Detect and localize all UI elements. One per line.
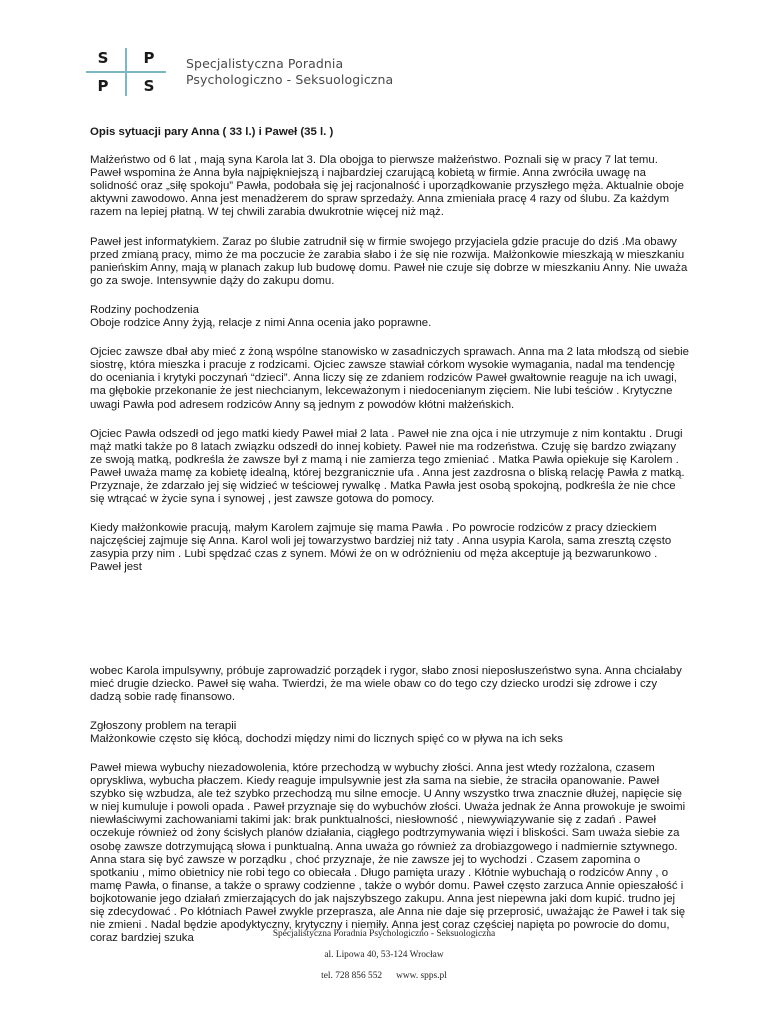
- paragraph: Kiedy małżonkowie pracują, małym Karolem zajmuje się mama Pawła . Po powrocie rodziców z pracy dzieckiem najczęściej zajmuje się Anna. Karol woli jej towarzystwo bardziej niż taty . Anna usypia Karola, sama zresztą często zasypia przy nim . Lubi spędzać czas z synem. Mówi że on w odróżnieniu od męża akceptuje ją bezwarunkowo . Paweł jest: [90, 522, 672, 574]
- paragraph: Małżeństwo od 6 lat , mają syna Karola lat 3. Dla obojga to pierwsze małżeństwo. Poznali się w pracy 7 lat temu. Paweł wspomina że Anna była najpiękniejszą i najbardziej czarującą kobietą w firmie. Anna zwróciła uwagę na solidność oraz „siłę spokoju” Pawła, podobała się jej racjonalność i uporządkowanie przyszłego męża. Aktualnie oboje aktywni zawodowo. Anna jest menadżerem do spraw sprzedaży. Anna zmieniała pracę 4 razy od ślubu. Za każdym razem na lepiej płatną. W tej chwili zarabia dwukrotnie więcej niż mąż.: [90, 154, 684, 219]
- organization-name-line-1: Specjalistyczna Poradnia: [186, 56, 344, 71]
- document-body: [90, 126, 690, 961]
- logo-letter-3: P: [97, 77, 109, 95]
- logo-letter-4: S: [143, 77, 155, 95]
- footer-org-name: Specjalistyczna Poradnia Psychologiczno - Seksuologiczna: [272, 929, 496, 939]
- paragraph: wobec Karola impulsywny, próbuje zaprowadzić porządek i rygor, słabo znosi nieposłuszeństwo syna. Anna chciałaby mieć drugie dziecko. Paweł się waha. Twierdzi, że ma wiele obaw co do tego czy dziecko urodzi się zdrowe i czy dadzą sobie radę finansowo.: [90, 664, 682, 703]
- footer-contact: tel. 728 856 552 www. spps.pl: [321, 971, 447, 981]
- paragraph: Ojciec Pawła odszedł od jego matki kiedy Paweł miał 2 lata . Paweł nie zna ojca i nie utrzymuje z nim kontaktu . Drugi mąż matki także po 8 latach związku odszedł do innej kobiety. Paweł nie ma rodzeństwa. Czuję się bardzo związany ze swoją matką, podkreśla że zawsze był z mamą i nie zamierza tego zmieniać . Matka Pawła opiekuje się Karolem . Paweł uważa mamę za kobietę idealną, której bezgranicznie ufa . Anna jest zazdrosna o bliską relację Pawła z matką. Przyznaje, że zdarzało jej się widzieć w teściowej rywalkę . Matka Pawła jest osobą spokojną, podkreśla że nie chce się wtrącać w życie syna i synowej , jest zawsze gotowa do pomocy.: [90, 427, 685, 506]
- footer-address: al. Lipowa 40, 53-124 Wrocław: [324, 950, 444, 960]
- paragraph: Paweł jest informatykiem. Zaraz po ślubie zatrudnił się w firmie swojego przyjaciela gdzie pracuje do dziś .Ma obawy przed zmianą pracy, mimo że ma poczucie że zarabia słabo i że się nie rozwija. Małżonkowie mieszkają w mieszkaniu panieńskim Anny, mają w planach zakup lub budowę domu. Paweł nie czuje się dobrze w mieszkaniu Anny. Nie uważa go za swoje. Intensywnie dąży do zakupu domu.: [90, 235, 688, 287]
- paragraph: Paweł miewa wybuchy niezadowolenia, które przechodzą w wybuchy złości. Anna jest wtedy rozżalona, czasem opryskliwa, wybucha płaczem. Kiedy reaguje impulsywnie jest zła sama na siebie, że straciła opanowanie. Paweł szybko się wzbudza, ale też szybko przechodzą mu silne emocje. U Anny wszystko trwa znacznie dłużej, napięcie się w niej kumuluje i powoli opada . Paweł przyznaje się do wybuchów złości. Uważa jednak że Anna prowokuje je swoimi niewłaściwymi zachowaniami takimi jak: brak punktualności, niesłowność , niewywiązywanie się z zadań . Paweł oczekuje również od żony ścisłych planów działania, ciągłego podtrzymywania więzi i bliskości. Sam uważa siebie za osobę zawsze dotrzymującą słowa i punktualną. Anna uważa go również za drobiazgowego i nadmiernie sztywnego. Anna stara się być zawsze w porządku , choć przyznaje, że nie zawsze jej to wychodzi . Czasem zapomina o spotkaniu , mimo obietnicy nie robi tego co obiecała . Długo pamięta urazy . Kłótnie wybuchają o rodziców Anny , o mamę Pawła, o finanse, a także o sprawy codzienne , także o wybór domu. Paweł często zarzuca Annie opieszałość i bojkotowanie jego działań zmierzających do jak najszybszego zakupu. Anna jest niepewna jaki dom kupić. trudno jej się zdecydować . Po kłótniach Paweł zwykle przeprasza, ale Anna nie daje się przeprosić, uważając że Paweł i tak się nie zmieni . Nadal będzie apodyktyczny, krytyczny i niemiły. Anna jest coraz częściej napięta po powrocie do domu, coraz bardziej szuka: [90, 762, 686, 945]
- paragraph: Rodziny pochodzenia Oboje rodzice Anny żyją, relacje z nimi Anna ocenia jako poprawne.: [90, 303, 432, 330]
- footer: [0, 924, 768, 987]
- paragraph: Zgłoszony problem na terapii Małżonkowie często się kłócą, dochodzi między nimi do licznych spięć co w pływa na ich seks: [90, 719, 563, 745]
- logo-letter-1: S: [97, 49, 109, 67]
- paragraphs-after-gap: [90, 665, 690, 946]
- document-title: Opis sytuacji pary Anna ( 33 l.) i Paweł (35 l. ): [90, 126, 334, 138]
- logo: [80, 44, 172, 100]
- organization-name-line-2: Psychologiczno - Seksuologiczna: [186, 72, 394, 87]
- page-gap: [90, 591, 690, 665]
- paragraph: Ojciec zawsze dbał aby mieć z żoną wspólne stanowisko w zasadniczych sprawach. Anna ma 2 lata młodszą od siebie siostrę, która mieszka i pracuje z rodzicami. Ojciec zawsze stawiał córkom wysokie wymagania, nadal ma tendencję do oceniania i krytyki poczynań “dzieci”. Anna liczy się ze zdaniem rodziców Paweł gwałtownie reaguje na ich uwagi, ma głębokie przekonanie że jest niechcianym, lekceważonym i niedocenianym zięciem. Nie lubi teściów . Krytyczne uwagi Pawła pod adresem rodziców Anny są jednym z powodów kłótni małżeńskich.: [90, 346, 689, 411]
- organization-name: [186, 56, 393, 88]
- paragraphs-before-gap: [90, 154, 690, 574]
- logo-letter-2: P: [143, 49, 155, 67]
